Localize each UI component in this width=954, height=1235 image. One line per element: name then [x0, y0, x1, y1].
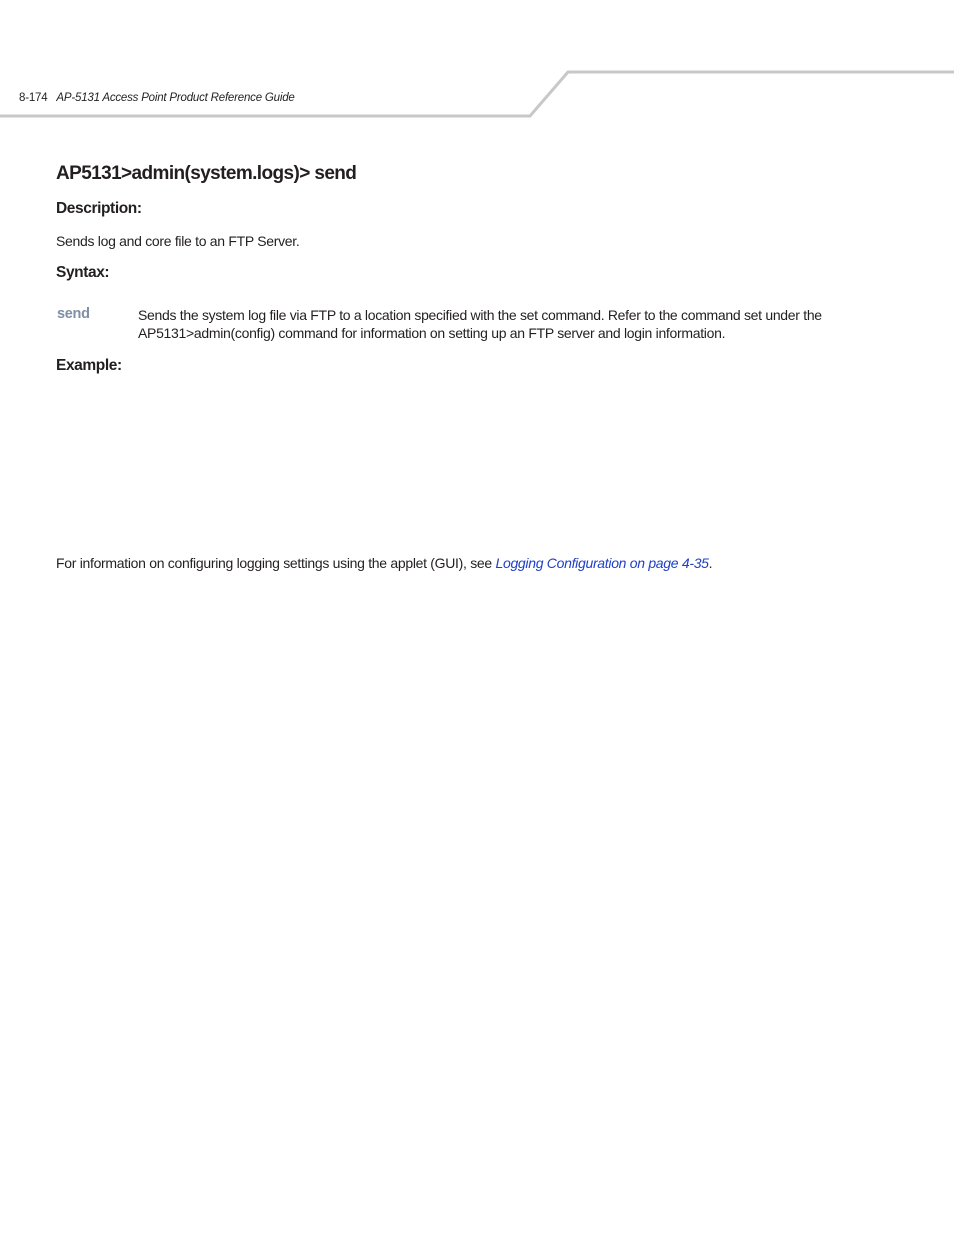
syntax-description: Sends the system log file via FTP to a location specified with the set command. Refer to the command set under the AP5131>admin(config) command for information on setting up an FTP server and login information.: [138, 307, 822, 341]
example-label: Example:: [56, 357, 122, 374]
description-text: Sends log and core file to an FTP Server.: [56, 233, 300, 249]
description-label: Description:: [56, 200, 142, 217]
syntax-param: send: [57, 306, 90, 322]
footer-text: For information on configuring logging settings using the applet (GUI), see: [56, 555, 496, 571]
header-rule: [0, 0, 954, 130]
footer-period: .: [708, 555, 713, 571]
page-number: 8-174: [19, 92, 48, 104]
guide-title: AP-5131 Access Point Product Reference Guide: [56, 92, 295, 104]
cross-reference-link[interactable]: Logging Configuration on page 4-35: [495, 555, 709, 571]
running-header: [19, 92, 295, 104]
syntax-label: Syntax:: [56, 264, 110, 281]
command-heading: AP5131>admin(system.logs)> send: [56, 163, 357, 184]
footer-note: [56, 555, 712, 571]
